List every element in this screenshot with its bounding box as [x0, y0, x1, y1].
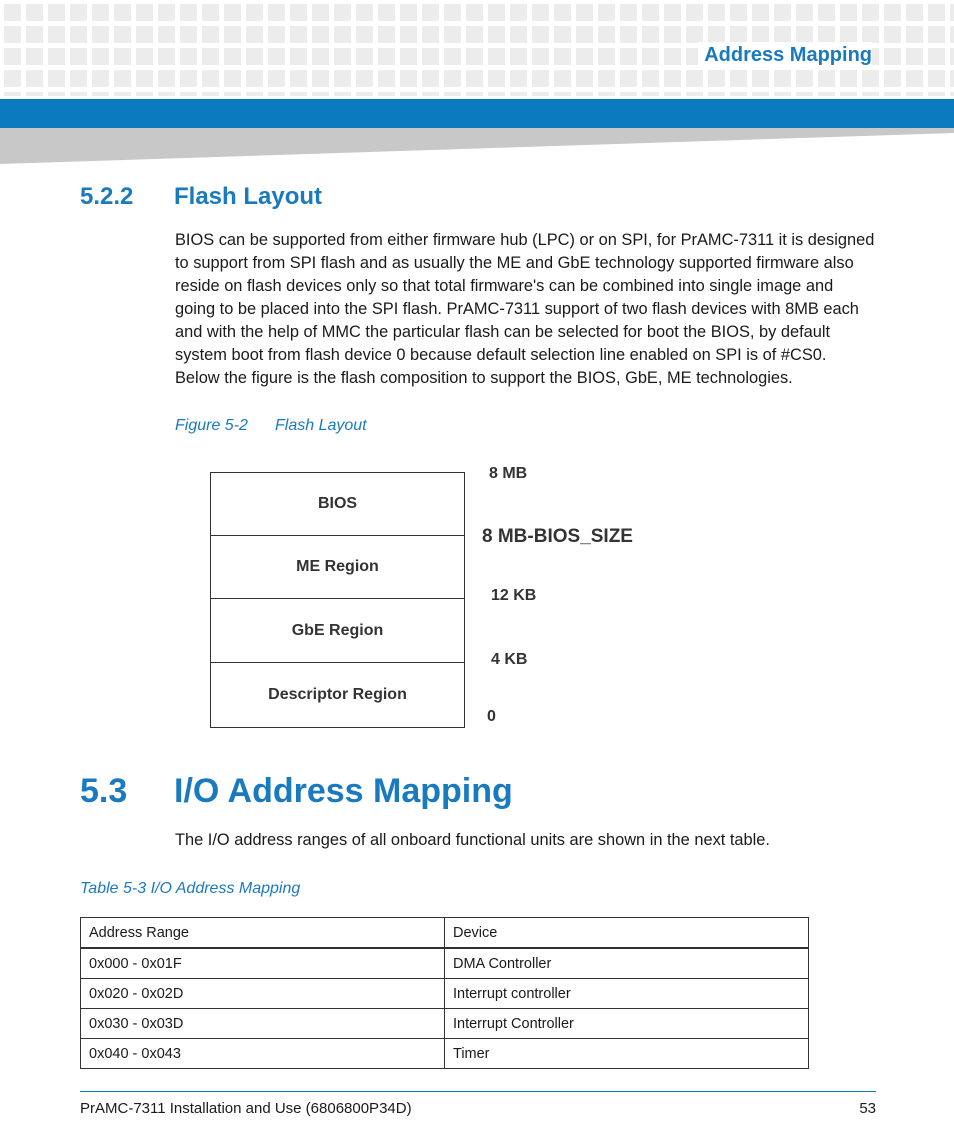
- header-gray-wedge: [0, 128, 954, 164]
- section-heading-io-address-mapping: [80, 772, 513, 811]
- figure-caption: [175, 417, 367, 435]
- table-row: [81, 1039, 809, 1069]
- cell-address-range: 0x030 - 0x03D: [81, 1009, 445, 1039]
- table-header-row: [81, 918, 809, 949]
- figure-title: Flash Layout: [275, 417, 367, 434]
- flash-region-me: ME Region: [210, 535, 465, 599]
- cell-device: Interrupt controller: [445, 979, 809, 1009]
- section-heading-flash-layout: [80, 183, 322, 211]
- flash-region-gbe: GbE Region: [210, 598, 465, 663]
- footer-doc-title: PrAMC-7311 Installation and Use (6806800P34D): [80, 1100, 412, 1117]
- header-blue-band: [0, 99, 954, 128]
- table-row: [81, 979, 809, 1009]
- cell-device: DMA Controller: [445, 948, 809, 979]
- section-number: 5.3: [80, 772, 128, 810]
- flash-region-bios: BIOS: [210, 472, 465, 536]
- flash-layout-diagram: [208, 460, 668, 735]
- flash-layout-paragraph: BIOS can be supported from either firmware hub (LPC) or on SPI, for PrAMC-7311 it is designed to support from SPI flash and as usually the ME and GbE technology supported firmware also reside on flash devices only so that total firmware's can be combined into single image and going to be placed into the SPI flash. PrAMC-7311 support of two flash devices with 8MB each and with the help of MMC the particular flash can be selected for boot the BIOS, by default system boot from flash device 0 because default selection line enabled on SPI is of #CS0. Below the figure is the flash composition to support the BIOS, GbE, ME technologies.: [175, 231, 875, 387]
- flash-region-descriptor: Descriptor Region: [210, 662, 465, 728]
- footer-rule: [80, 1091, 876, 1092]
- cell-device: Interrupt Controller: [445, 1009, 809, 1039]
- footer-page-number: 53: [859, 1100, 876, 1117]
- section-number: 5.2.2: [80, 183, 134, 210]
- column-header-address-range: Address Range: [81, 918, 445, 949]
- size-label-8mb: 8 MB: [489, 465, 528, 482]
- cell-address-range: 0x020 - 0x02D: [81, 979, 445, 1009]
- size-label-8mb-bios-size: 8 MB-BIOS_SIZE: [482, 526, 633, 547]
- column-header-device: Device: [445, 918, 809, 949]
- figure-label: Figure 5-2: [175, 417, 248, 434]
- cell-address-range: 0x000 - 0x01F: [81, 948, 445, 979]
- size-label-12kb: 12 KB: [491, 587, 537, 604]
- io-address-table: [80, 917, 809, 1069]
- io-mapping-paragraph: The I/O address ranges of all onboard functional units are shown in the next table.: [175, 831, 770, 849]
- section-title: I/O Address Mapping: [174, 772, 513, 810]
- cell-address-range: 0x040 - 0x043: [81, 1039, 445, 1069]
- section-title: Flash Layout: [174, 183, 323, 210]
- running-header-title: Address Mapping: [698, 42, 872, 69]
- table-row: [81, 1009, 809, 1039]
- cell-device: Timer: [445, 1039, 809, 1069]
- size-label-0: 0: [487, 708, 496, 725]
- table-row: [81, 948, 809, 979]
- table-caption: Table 5-3 I/O Address Mapping: [80, 880, 301, 897]
- size-label-4kb: 4 KB: [491, 651, 528, 668]
